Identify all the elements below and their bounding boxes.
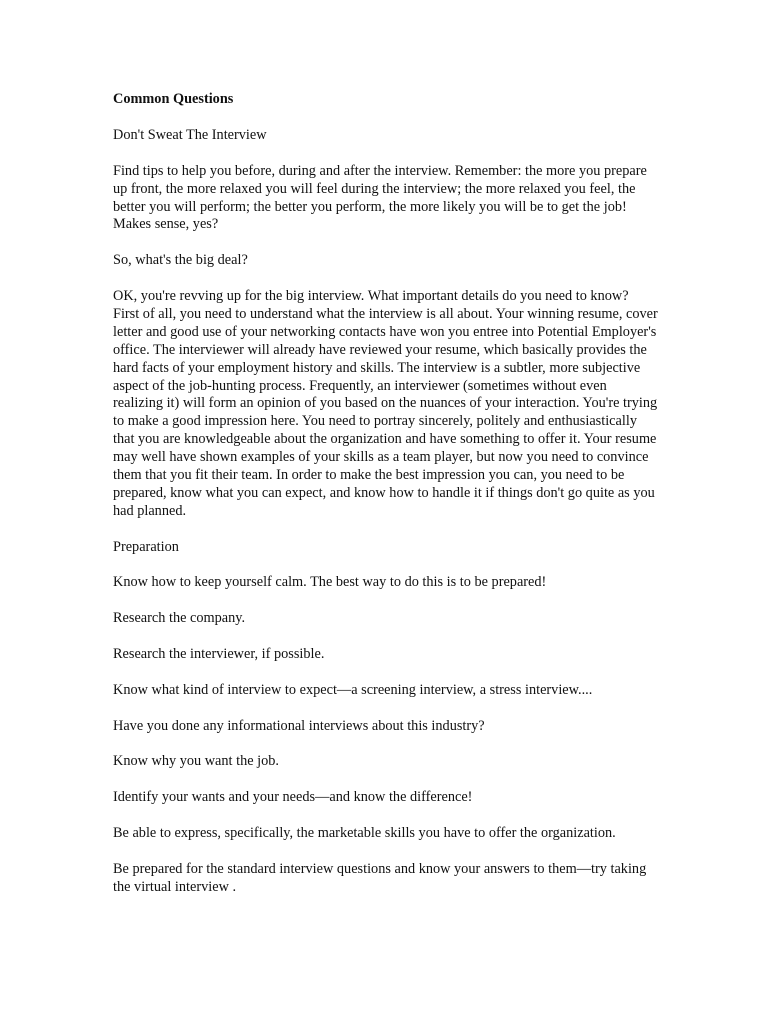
tip-item: Know why you want the job. bbox=[113, 753, 279, 770]
section-heading-preparation: Preparation bbox=[113, 538, 179, 555]
document-page bbox=[113, 91, 658, 915]
tip-item: Identify your wants and your needs—and know the difference! bbox=[113, 789, 473, 806]
tip-item: Research the interviewer, if possible. bbox=[113, 646, 325, 663]
intro-paragraph: Find tips to help you before, during and after the interview. Remember: the more you prepare up front, the more relaxed you will feel during the interview; the more relaxed you feel, the better you will perform; the better you perform, the more likely you will be to get the job! Makes sense, yes? bbox=[113, 162, 647, 233]
tip-item: Have you done any informational interviews about this industry? bbox=[113, 717, 485, 734]
tip-item: Be able to express, specifically, the marketable skills you have to offer the organization. bbox=[113, 825, 616, 842]
tip-item: Research the company. bbox=[113, 610, 246, 627]
body-paragraph: OK, you're revving up for the big interview. What important details do you need to know? First of all, you need to understand what the interview is all about. Your winning resume, cover letter and good use of your networking contacts have won you entree into Potential Employer's office. The interviewer will already have reviewed your resume, which basically provides the hard facts of your employment history and skills. The interview is a subtler, more subjective aspect of the job-hunting process. Frequently, an interviewer (sometimes without even realizing it) will form an opinion of you based on the nuances of your interaction. You're trying to make a good impression here. You need to portray sincerely, politely and enthusiastically that you are knowledgeable about the organization and have something to offer it. Your resume may well have shown examples of your skills as a team player, but now you need to convince them that you fit their team. In order to make the best impression you can, you need to be prepared, know what you can expect, and know how to handle it if things don't go quite as you had planned. bbox=[113, 288, 658, 519]
tip-item: Know how to keep yourself calm. The best way to do this is to be prepared! bbox=[113, 574, 547, 591]
document-title: Common Questions bbox=[113, 91, 234, 107]
subtitle: Don't Sweat The Interview bbox=[113, 126, 267, 143]
tip-item: Be prepared for the standard interview questions and know your answers to them—try taking the virtual interview . bbox=[113, 860, 647, 895]
tip-item: Know what kind of interview to expect—a screening interview, a stress interview.... bbox=[113, 681, 593, 698]
section-question: So, what's the big deal? bbox=[113, 252, 248, 269]
